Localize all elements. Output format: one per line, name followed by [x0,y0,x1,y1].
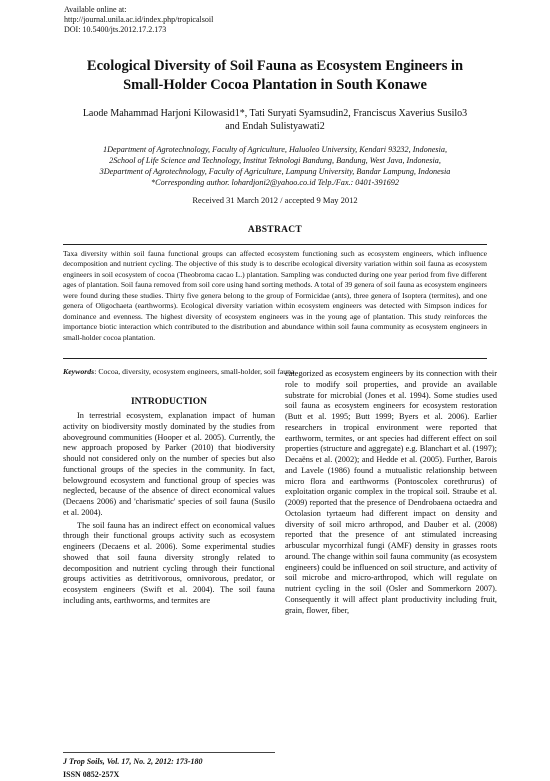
intro-paragraph-2: The soil fauna has an indirect effect on economical values through their functional groups activity such as ecosystem engineers (Decaens et al. 2006). Some experimental studies showed that soil fauna diversity strongly related to decomposition and nutrient cycling through their functional groups activities as detritivorous, omnivorous, predator, or ecosystem engineers (Swift et al. 2004). The soil fauna including ants, earthworms, and termites are [63,520,275,605]
availability-line: Available online at: [64,5,127,14]
right-column [285,369,497,616]
authors-line-2: and Endah Sulistyawati2 [225,121,325,132]
abstract-text: Taxa diversity within soil fauna functional groups can affected ecosystem functioning such as ecosystem engineers, which influence decomposition and nutrient cycling. The objective of this study is to describe ecological diversity variation within soil fauna as ecosystem engineers in soil ecosystem of cocoa (Theobroma cacao L.) plantation. Sampling was conducted during one year period from five different ages of plantation. Soil fauna removed from soil core using hand sorting methods. A total of 39 genera of soil fauna as ecosystem engineers were found during these studies. Thirty five genera belong to the group of Formicidae (ants), three genera of Isoptera (termites), and one genera of Oligochaeta (earthworms). Ecological diversity variation within ecosystem engineers was detected with Simpson indices for dominance and evenness. The highest diversity of ecosystem engineers was in the young age of plantation. This study reinforces the importance biotic interaction which contributed to the distribution and abundance within soil fauna community as ecosystem engineers in small-holder cocoa plantation. [63,249,487,342]
paper-title [40,57,510,95]
introduction-heading: INTRODUCTION [130,397,207,407]
affiliation-3: 3Department of Agrotechnology, Faculty of Agriculture, Lampung University, Bandar Lampung, Indonesia [99,167,451,176]
journal-citation: J Trop Soils, Vol. 17, No. 2, 2012: 173-180 [63,757,203,766]
author-list [40,107,510,133]
received-dates: Received 31 March 2012 / accepted 9 May 2012 [192,195,358,205]
issn: ISSN 0852-257X [63,770,120,779]
footer-rule [63,752,275,753]
affiliations [40,144,510,188]
title-line-1: Ecological Diversity of Soil Fauna as Ecosystem Engineers in [86,58,464,74]
journal-url[interactable]: http://journal.unila.ac.id/index.php/tropicalsoil [64,15,214,24]
title-line-2: Small-Holder Cocoa Plantation in South Konawe [123,77,427,93]
intro-paragraph-3: categorized as ecosystem engineers by its connection with their role to modify soil properties, and provide an available substrate for microbial (Jones et al. 1994). Some studies used soil fauna as ecosystem engineers for ecosystem restoration (Butt et al. 1995; Butt 1999; Byers et al. 2006). Earlier researchers in tropical environment were reported that earthworm, termites, or ant species had different effect on soil properties (structure and aggregate) e.g. Blanchart et al. (1997); Decaëns et al. (2002); and Hedde et al. (2005). Further, Barois and Lavele (1986) found a mutualistic relationship between micro flora and earthworms (Pontoscolex corethrurus) of exploitation organic complex in the tropical soil. Straube et al. (2009) reported that the presence of Dendrobaena octaedra and Octolasion tyrtaeum had different impact on density and diversity of soil micro arthropod, and Dauber et al. (2008) reported that the presence of ant stimulated increasing arbuscular mycorrhizal fungi (AMF) density in grasses roots around. The change within soil fauna community (as ecosystem engineers) could be influenced on soil structure, and activity of soil microbe and micro-arthropod, which will regulate on nutrient cycling in the soil (Osler and Sommerkorn 2007). Consequently it will affect plant productivity including fruit, grain, flower, fiber, [285,369,497,615]
abstract-heading: ABSTRACT [247,225,303,235]
corresponding-author: *Corresponding author. lohardjoni2@yahoo.co.id Telp./Fax.: 0401-391692 [151,178,399,187]
journal-header [64,5,213,35]
affiliation-2: 2School of Life Science and Technology, Institut Teknologi Bandung, Bandung, West Java, Indonesia, [109,156,441,165]
authors-line-1: Laode Mahammad Harjoni Kilowasid1*, Tati Suryati Syamsudin2, Franciscus Xaverius Susilo3 [82,108,468,119]
left-column [63,411,275,607]
keywords-text: : Cocoa, diversity, ecosystem engineers, small-holder, soil fauna [94,367,295,376]
journal-footer [63,755,203,781]
keywords-label: Keywords [63,367,95,376]
intro-paragraph-1: In terrestrial ecosystem, explanation impact of human activity on biodiversity mostly dominated by the studies from aboveground communities (Hooper et al. 2005). Currently, the new approach proposed by Parker (2010) that biodiversity should not considered only on the number of species but also functional groups of the species in the community. In fact, belowground ecosystem and functional group of species was neglected, because of the absence of direct economical values (Decaens 2006) and 'charismatic' species of soil fauna (Susilo et al. 2004). [63,411,275,517]
doi-line: DOI: 10.5400/jts.2012.17.2.173 [64,25,167,34]
affiliation-1: 1Department of Agrotechnology, Faculty of Agriculture, Haluoleo University, Kendari 93232, Indonesia, [102,145,448,154]
